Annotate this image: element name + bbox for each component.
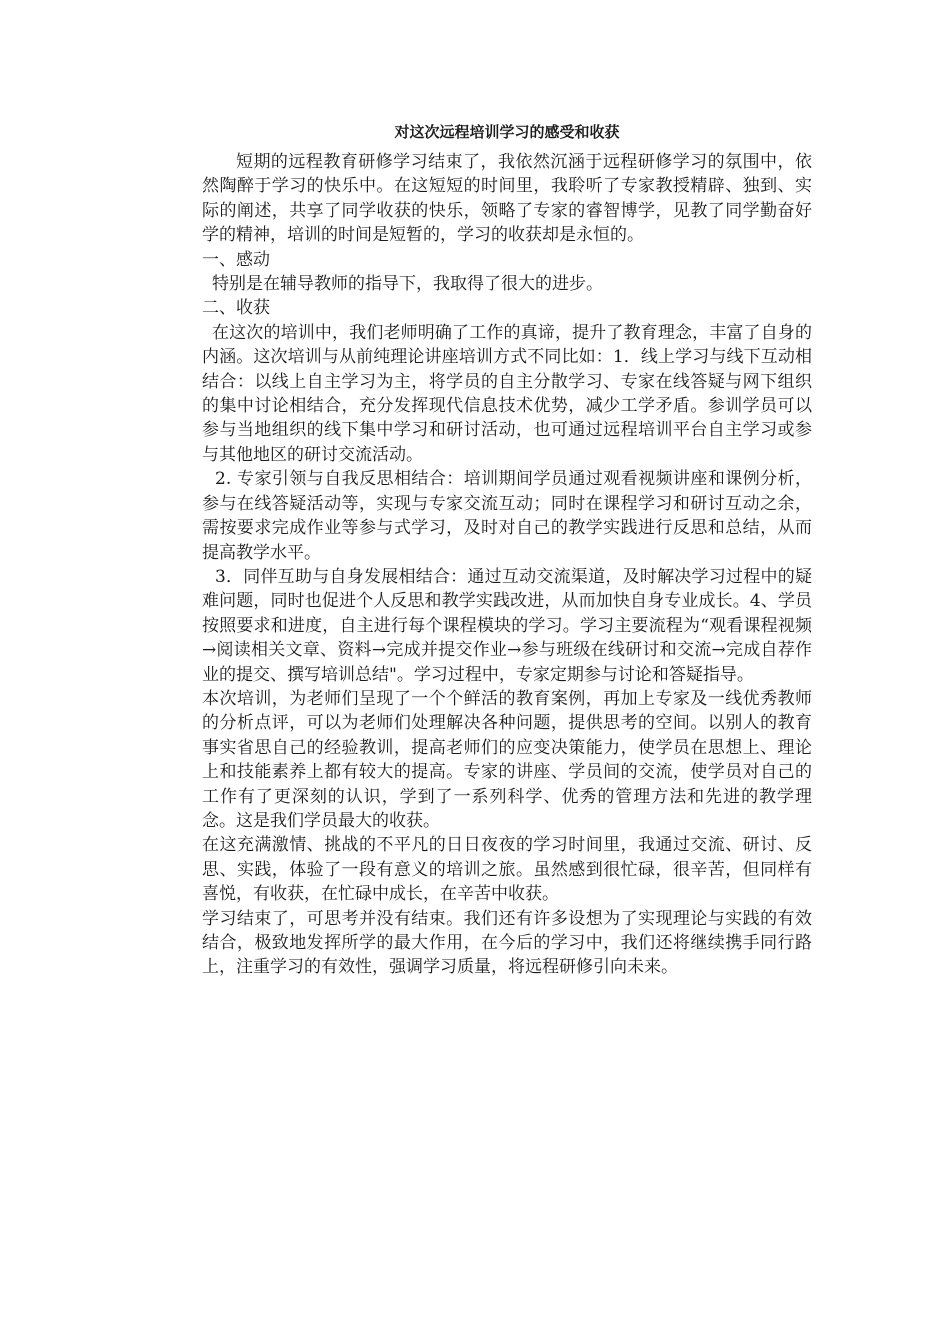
document-body xyxy=(202,122,812,980)
summary-paragraph-1: 本次培训，为老师们呈现了一个个鲜活的教育案例，再加上专家及一线优秀教师的分析点评，可以为老师们处理解决各种问题，提供思考的空间。以别人的教育事实省思自己的经验教训，提高老师们的应变决策能力，使学员在思想上、理论上和技能素养上都有较大的提高。专家的讲座、学员间的交流，使学员对自己的工作有了更深刻的认识，学到了一系列科学、优秀的管理方法和先进的教学理念。这是我们学员最大的收获。 xyxy=(202,688,812,831)
document-title: 对这次远程培训学习的感受和收获 xyxy=(394,123,620,141)
shouhuo-paragraph-2: 2. 专家引领与自我反思相结合：培训期间学员通过观看视频讲座和课例分析，参与在线答疑活动等，实现与专家交流互动；同时在课程学习和研讨互动之余，需按要求完成作业等参与式学习，及时对自己的教学实践进行反思和总结，从而提高教学水平。 xyxy=(202,469,812,563)
intro-paragraph: 短期的远程教育研修学习结束了，我依然沉涵于远程研修学习的氛围中，依然陶醉于学习的快乐中。在这短短的时间里，我聆听了专家教授精辟、独到、实际的阐述，共享了同学收获的快乐，领略了专家的睿智博学，见教了同学勤奋好学的精神，培训的时间是短暂的，学习的收获却是永恒的。 xyxy=(202,152,812,246)
summary-paragraph-2: 在这充满激情、挑战的不平凡的日日夜夜的学习时间里，我通过交流、研讨、反思、实践，体验了一段有意义的培训之旅。虽然感到很忙碌，很辛苦，但同样有喜悦，有收获，在忙碌中成长，在辛苦中收获。 xyxy=(202,835,812,905)
section-heading-shouhuo: 二、收获 xyxy=(202,298,270,319)
gandong-paragraph: 特别是在辅导教师的指导下，我取得了很大的进步。 xyxy=(212,274,603,295)
section-heading-gandong: 一、感动 xyxy=(202,249,270,270)
shouhuo-paragraph-1: 在这次的培训中，我们老师明确了工作的真谛，提升了教育理念，丰富了自身的内涵。这次培训与从前纯理论讲座培训方式不同比如：1．线上学习与线下互动相结合：以线上自主学习为主，将学员的自主分散学习、专家在线答疑与网下组织的集中讨论相结合，充分发挥现代信息技术优势，减少工学矛盾。参训学员可以参与当地组织的线下集中学习和研讨活动，也可通过远程培训平台自主学习或参与其他地区的研讨交流活动。 xyxy=(202,322,812,465)
closing-paragraph: 学习结束了，可思考并没有结束。我们还有许多设想为了实现理论与实践的有效结合，极致地发挥所学的最大作用，在今后的学习中，我们还将继续携手同行路上，注重学习的有效性，强调学习质量，将远程研修引向未来。 xyxy=(202,908,812,978)
shouhuo-paragraph-3: 3．同伴互助与自身发展相结合：通过互动交流渠道，及时解决学习过程中的疑难问题，同时也促进个人反思和教学实践改进，从而加快自身专业成长。4、学员按照要求和进度，自主进行每个课程模块的学习。学习主要流程为“观看课程视频→阅读相关文章、资料→完成并提交作业→参与班级在线研讨和交流→完成自荐作业的提交、撰写培训总结"。学习过程中，专家定期参与讨论和答疑指导。 xyxy=(202,566,812,685)
